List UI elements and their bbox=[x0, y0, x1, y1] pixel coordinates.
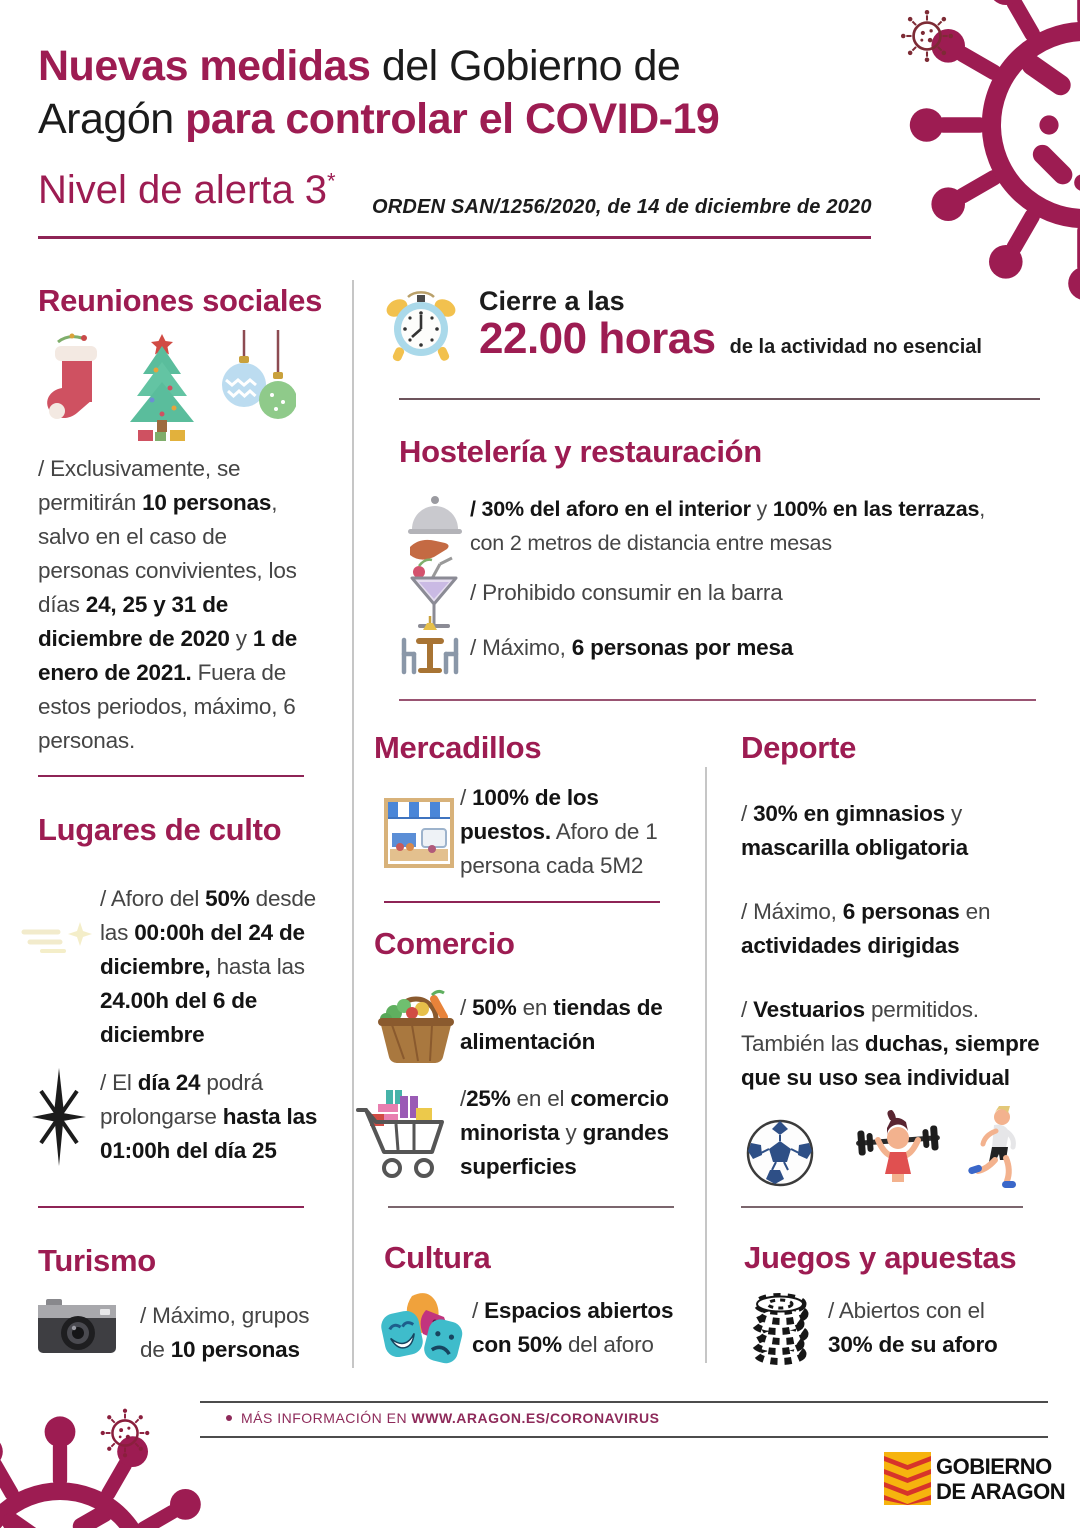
virus-small-icon bbox=[96, 1404, 154, 1462]
food-basket-icon bbox=[372, 983, 460, 1065]
section-title-comercio: Comercio bbox=[374, 926, 515, 961]
section-title-juegos: Juegos y apuestas bbox=[744, 1240, 1017, 1275]
weightlifting-icon bbox=[852, 1110, 944, 1194]
government-logo-text: GOBIERNO DE ARAGON bbox=[936, 1454, 1066, 1504]
deporte-item-1: / 30% en gimnasios y mascarilla obligatoria bbox=[741, 801, 968, 860]
soccer-ball-icon bbox=[744, 1117, 816, 1189]
theater-masks-icon bbox=[380, 1290, 464, 1370]
mercadillos-item: / 100% de los puestos. Aforo de 1 persona cada 5M2 bbox=[460, 785, 658, 878]
page-title bbox=[38, 40, 878, 146]
cultura-item: / Espacios abiertos con 50% del aforo bbox=[472, 1298, 674, 1357]
footer-url: WWW.ARAGON.ES/CORONAVIRUS bbox=[411, 1410, 660, 1426]
lugares-item-1: / Aforo del 50% desde las 00:00h del 24 de diciembre, hasta las 24.00h del 6 de diciembre bbox=[100, 886, 316, 1047]
alarm-clock-icon bbox=[382, 281, 460, 367]
closure-suffix: de la actividad no esencial bbox=[729, 336, 982, 358]
poker-chips-icon bbox=[750, 1290, 814, 1366]
divider bbox=[384, 901, 660, 903]
divider bbox=[741, 1206, 1023, 1208]
juegos-item: / Abiertos con el 30% de su aforo bbox=[828, 1298, 998, 1357]
deporte-item-2: / Máximo, 6 personas en actividades dirigidas bbox=[741, 899, 991, 958]
baubles-icon bbox=[222, 330, 296, 432]
divider bbox=[38, 775, 304, 777]
star-icon bbox=[30, 1066, 88, 1168]
divider bbox=[388, 1206, 674, 1208]
section-title-turismo: Turismo bbox=[38, 1243, 156, 1278]
hosteleria-item-3: / Máximo, 6 personas por mesa bbox=[470, 635, 794, 660]
bullet-icon bbox=[226, 1415, 232, 1421]
divider bbox=[38, 1206, 304, 1208]
hosteleria-item-1: / 30% del aforo en el interior y 100% en las terrazas, con 2 metros de distancia entre mesas bbox=[470, 497, 986, 555]
closure-intro: Cierre a las bbox=[479, 286, 625, 316]
hosteleria-item-2: / Prohibido consumir en la barra bbox=[470, 580, 783, 605]
lugares-item-2: / El día 24 podrá prolongarse hasta las 01:00h del día 25 bbox=[100, 1070, 318, 1163]
reuniones-body: / Exclusivamente, se permitirán 10 personas, salvo en el caso de personas convivientes, los días 24, 25 y 31 de diciembre de 2020 y 1 de enero de 2021. Fuera de estos periodos, máximo, 6 personas. bbox=[38, 456, 298, 753]
comercio-item-2: /25% en el comercio minorista y grandes superficies bbox=[460, 1086, 669, 1179]
serving-cloche-icon bbox=[404, 489, 466, 561]
title-accent-1: Nuevas medidas bbox=[38, 42, 371, 90]
footer-divider-bottom bbox=[200, 1436, 1048, 1438]
runner-icon bbox=[958, 1105, 1030, 1195]
alert-level: Nivel de alerta 3* bbox=[38, 168, 336, 212]
footer-info bbox=[226, 1410, 659, 1426]
closure-line bbox=[479, 314, 982, 364]
aragon-flag-logo bbox=[884, 1452, 931, 1505]
alert-asterisk: * bbox=[327, 168, 336, 194]
divider bbox=[399, 699, 1036, 701]
market-stall-icon bbox=[382, 795, 456, 871]
camera-icon bbox=[36, 1295, 118, 1357]
closure-time: 22.00 horas bbox=[479, 314, 716, 363]
title-plain-2: Aragón bbox=[38, 95, 186, 143]
section-title-reuniones: Reuniones sociales bbox=[38, 283, 323, 318]
section-title-mercadillos: Mercadillos bbox=[374, 730, 542, 765]
shooting-star-icon bbox=[20, 918, 98, 960]
section-title-deporte: Deporte bbox=[741, 730, 857, 765]
section-title-cultura: Cultura bbox=[384, 1240, 491, 1275]
footer-info-text: MÁS INFORMACIÓN EN WWW.ARAGON.ES/CORONAVIRUS bbox=[241, 1410, 660, 1426]
title-plain-1: del Gobierno de bbox=[370, 42, 681, 90]
shopping-cart-icon bbox=[356, 1082, 448, 1187]
christmas-stocking-icon bbox=[42, 330, 106, 432]
title-accent-2: para controlar el COVID-19 bbox=[185, 95, 720, 143]
turismo-item: / Máximo, grupos de 10 personas bbox=[140, 1303, 310, 1362]
column-divider bbox=[705, 767, 707, 1363]
divider bbox=[399, 398, 1040, 400]
order-reference: ORDEN SAN/1256/2020, de 14 de diciembre de 2020 bbox=[372, 196, 872, 218]
header-divider bbox=[38, 236, 871, 239]
christmas-tree-icon bbox=[128, 332, 196, 442]
section-title-lugares: Lugares de culto bbox=[38, 812, 282, 847]
deporte-item-3: / Vestuarios permitidos. También las duchas, siempre que su uso sea individual bbox=[741, 997, 1040, 1090]
column-divider bbox=[352, 280, 354, 1368]
comercio-item-1: / 50% en tiendas de alimentación bbox=[460, 995, 663, 1054]
footer-divider-top bbox=[200, 1401, 1048, 1403]
virus-small-icon bbox=[896, 5, 958, 67]
section-title-hosteleria: Hostelería y restauración bbox=[399, 434, 762, 469]
table-chairs-icon bbox=[392, 614, 468, 682]
